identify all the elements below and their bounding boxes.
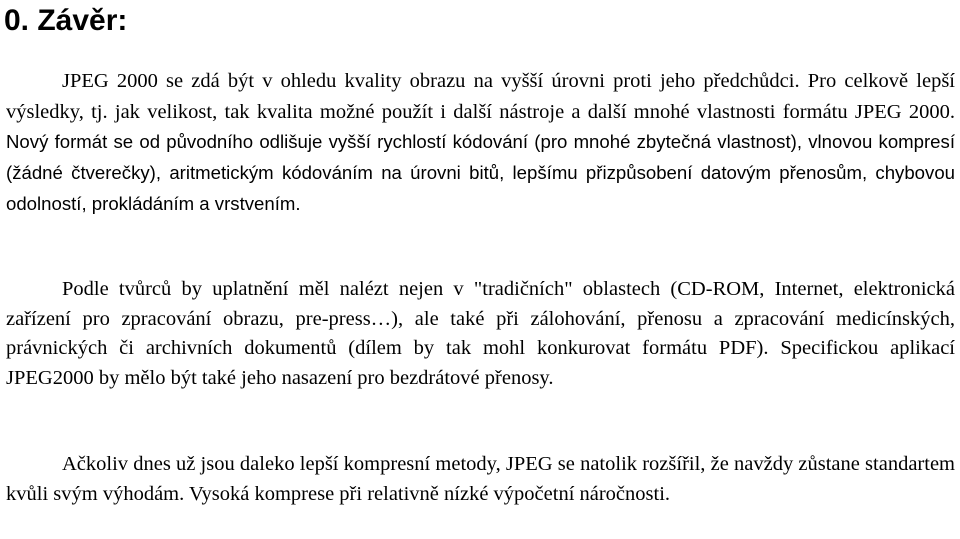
conclusion-paragraph-1 bbox=[6, 67, 955, 220]
paragraph-1-lead-text: JPEG 2000 se zdá být v ohledu kvality obrazu na vyšší úrovni proti jeho předchůdci. Pro celkově lepší výsledky, tj. jak velikost, tak kvalita možné použít i další nástroje a další mnohé vlastnosti formátu JPEG 2000. bbox=[6, 70, 955, 123]
page-title: 0. Závěr: bbox=[4, 4, 128, 37]
conclusion-paragraph-2: Podle tvůrců by uplatnění měl nalézt nejen v "tradičních" oblastech (CD-ROM, Internet, elektronická zařízení pro zpracování obrazu, pre-press…), ale také při zálohování, přenosu a zpracování medicínských, právnických či archivních dokumentů (dílem by tak mohl konkurovat formátu PDF). Specifickou aplikací JPEG2000 by mělo být také jeho nasazení pro bezdrátové přenosy. bbox=[6, 278, 955, 390]
paragraph-1-tail-text: Nový formát se od původního odlišuje vyšší rychlostí kódování (pro mnohé zbytečná vlastnost), vlnovou kompresí (žádné čtverečky), aritmetickým kódováním na úrovni bitů, lepšímu přizpůsobení datovým přenosům, chybovou odolností, prokládáním a vrstvením. bbox=[6, 131, 955, 214]
conclusion-paragraph-3: Ačkoliv dnes už jsou daleko lepší kompresní metody, JPEG se natolik rozšířil, že navždy zůstane standartem kvůli svým výhodám. Vysoká komprese při relativně nízké výpočetní náročnosti. bbox=[6, 453, 955, 505]
